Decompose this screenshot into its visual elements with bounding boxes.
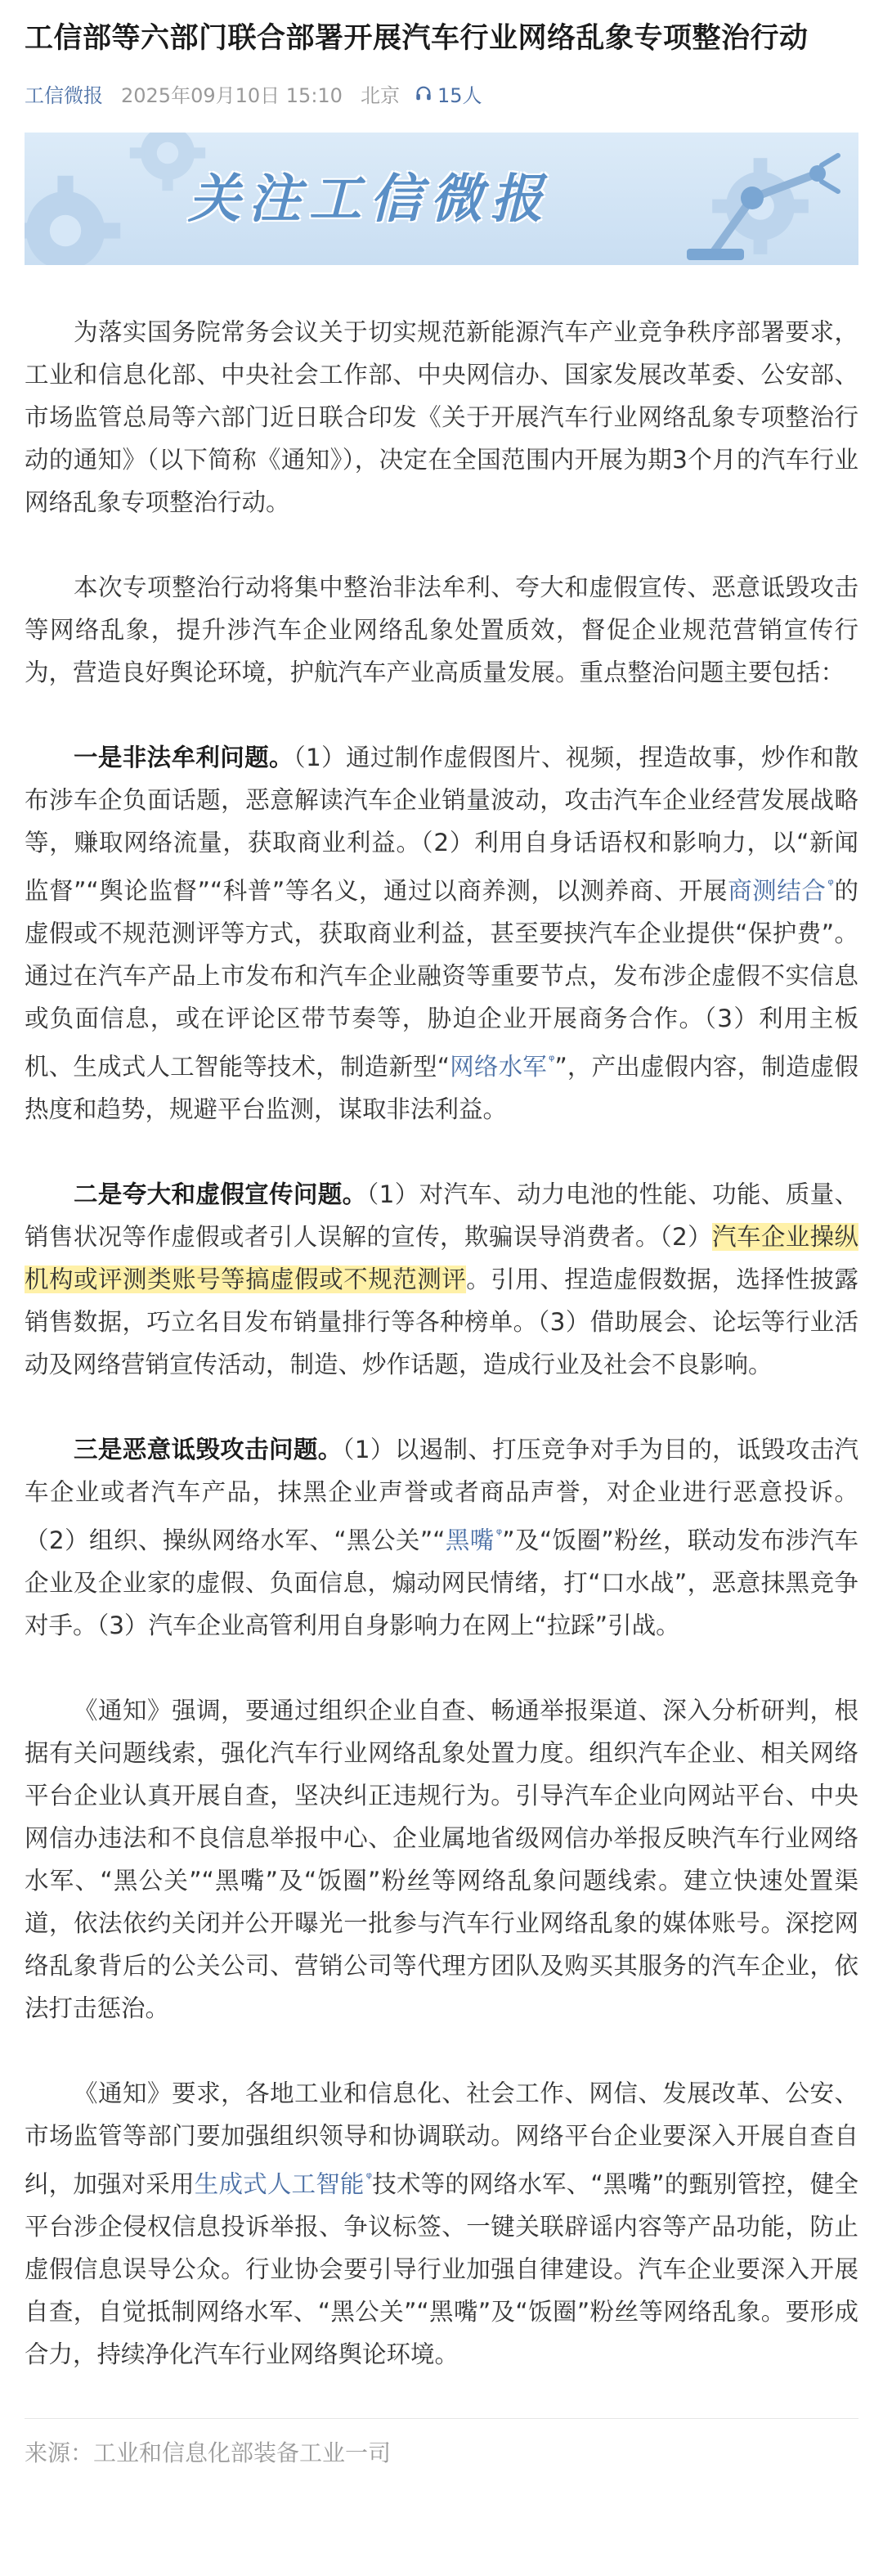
headphones-icon [415, 84, 433, 102]
paragraph-issue-one [25, 736, 858, 1131]
robot-arm-icon [662, 141, 850, 263]
paragraph-notice-requirements [25, 2072, 858, 2376]
issue-one-heading: 一是非法牟利问题。 [74, 744, 294, 771]
publish-location: 北京 [360, 83, 400, 107]
issue-three-text-a: （1）以遏制、打压竞争对手为目的，诋毁攻击汽车企业或者汽车产品，抹黑企业声誉或者商品声誉，对企业进行恶意投诉。（2）组织、操纵网络水军、“黑公关”“ [25, 1436, 858, 1554]
article-body [25, 311, 858, 2376]
search-link-shangce[interactable]: 商测结合 $^ᵠ$ [728, 876, 834, 905]
listen-button[interactable] [415, 79, 482, 108]
article-title: 工信部等六部门联合部署开展汽车行业网络乱象专项整治行动 [25, 22, 809, 55]
article-meta [25, 79, 858, 108]
search-mark-icon: ᵠ [495, 1526, 503, 1543]
requirements-text-b: 技术等的网络水军、“黑嘴”的甄别管控，健全平台涉企侵权信息投诉举报、争议标签、一键关联辟谣内容等产品功能，防止虚假信息误导公众。行业协会要引导行业加强自律建设。汽车企业要深入开展自查，自觉抵制网络水军、“黑公关”“黑嘴”及“饭圈”粉丝等网络乱象。要形成合力，持续净化汽车行业网络舆论环境。 [25, 2170, 858, 2368]
issue-three-heading: 三是恶意诋毁攻击问题。 [74, 1436, 343, 1463]
paragraph-scope: 本次专项整治行动将集中整治非法牟利、夸大和虚假宣传、恶意诋毁攻击等网络乱象，提升涉汽车企业网络乱象处置质效，督促企业规范营销宣传行为，营造良好舆论环境，护航汽车产业高质量发展。重点整治问题主要包括： [25, 573, 858, 686]
search-link-ai[interactable]: 生成式人工智能 $^ᵠ$ [194, 2169, 373, 2198]
reader-count: 15人 [437, 83, 482, 107]
issue-one-text-b: 的虚假或不规范测评等方式，获取商业利益，甚至要挟汽车企业提供“保护费”。通过在汽车产品上市发布和汽车企业融资等重要节点，发布涉企虚假不实信息或负面信息，或在评论区带节奏等，胁迫企业开展商务合作。（3）利用主板机、生成式人工智能等技术，制造新型“ [25, 877, 858, 1081]
issue-two-text-a: （1）对汽车、动力电池的性能、功能、质量、销售状况等作虚假或者引人误解的宣传，欺骗误导消费者。（2） [25, 1180, 858, 1251]
search-mark-icon: ᵠ [548, 1052, 555, 1069]
banner-title: 关注工信微报 [188, 169, 551, 230]
paragraph-issue-two [25, 1173, 858, 1386]
source-account-link[interactable]: 工信微报 [25, 83, 103, 107]
paragraph-notice-emphasis: 《通知》强调，要通过组织企业自查、畅通举报渠道、深入分析研判，根据有关问题线索，强化汽车行业网络乱象处置力度。组织汽车企业、相关网络平台企业认真开展自查，坚决纠正违规行为。引导汽车企业向网站平台、中央网信办违法和不良信息举报中心、企业属地省级网信办举报反映汽车行业网络水军、“黑公关”“黑嘴”及“饭圈”粉丝等网络乱象问题线索。建立快速处置渠道，依法依约关闭并公开曝光一批参与汽车行业网络乱象的媒体账号。深挖网络乱象背后的公关公司、营销公司等代理方团队及购买其服务的汽车企业，依法打击惩治。 [25, 1697, 858, 2022]
footer-source: 来源：工业和信息化部装备工业一司 [25, 2439, 392, 2466]
gear-decoration-icon [25, 165, 131, 265]
publish-time: 2025年09月10日 15:10 [121, 83, 343, 107]
footer-divider [25, 2418, 858, 2419]
search-mark-icon: ᵠ [827, 876, 834, 893]
follow-banner [25, 133, 858, 265]
search-link-shuijun[interactable]: 网络水军 $^ᵠ$ [450, 1052, 555, 1081]
highlighted-text: 汽车企业操纵机构或评测类账号等搞虚假或不规范测评 [25, 1223, 858, 1293]
requirements-text-a: 《通知》要求，各地工业和信息化、社会工作、网信、发展改革、公安、市场监管等部门要加强组织领导和协调联动。网络平台企业要深入开展自查自纠，加强对采用 [25, 2079, 858, 2198]
issue-two-text-b: 。引用、捏造虚假数据，选择性披露销售数据，巧立名目发布销量排行等各种榜单。（3）借助展会、论坛等行业活动及网络营销宣传活动，制造、炒作话题，造成行业及社会不良影响。 [25, 1266, 858, 1378]
paragraph-issue-three [25, 1428, 858, 1647]
issue-three-text-b: ”及“饭圈”粉丝，联动发布涉汽车企业及企业家的虚假、负面信息，煽动网民情绪，打“口水战”，恶意抹黑竞争对手。（3）汽车企业高管利用自身影响力在网上“拉踩”引战。 [25, 1526, 858, 1639]
paragraph-intro: 为落实国务院常务会议关于切实规范新能源汽车产业竞争秩序部署要求，工业和信息化部、中央社会工作部、中央网信办、国家发展改革委、公安部、市场监管总局等六部门近日联合印发《关于开展汽车行业网络乱象专项整治行动的通知》（以下简称《通知》），决定在全国范围内开展为期3个月的汽车行业网络乱象专项整治行动。 [25, 318, 858, 516]
issue-one-text-c: ”，产出虚假内容，制造虚假热度和趋势，规避平台监测，谋取非法利益。 [25, 1053, 858, 1123]
search-link-heizui[interactable]: 黑嘴 $^ᵠ$ [445, 1526, 503, 1554]
issue-one-text-a: （1）通过制作虚假图片、视频，捏造故事，炒作和散布涉车企负面话题，恶意解读汽车企业销量波动，攻击汽车企业经营发展战略等，赚取网络流量，获取商业利益。（2）利用自身话语权和影响力，以“新闻监督”“舆论监督”“科普”等名义，通过以商养测，以测养商、开展 [25, 744, 858, 905]
issue-two-heading: 二是夸大和虚假宣传问题。 [74, 1180, 367, 1208]
search-mark-icon: ᵠ [365, 2169, 373, 2187]
